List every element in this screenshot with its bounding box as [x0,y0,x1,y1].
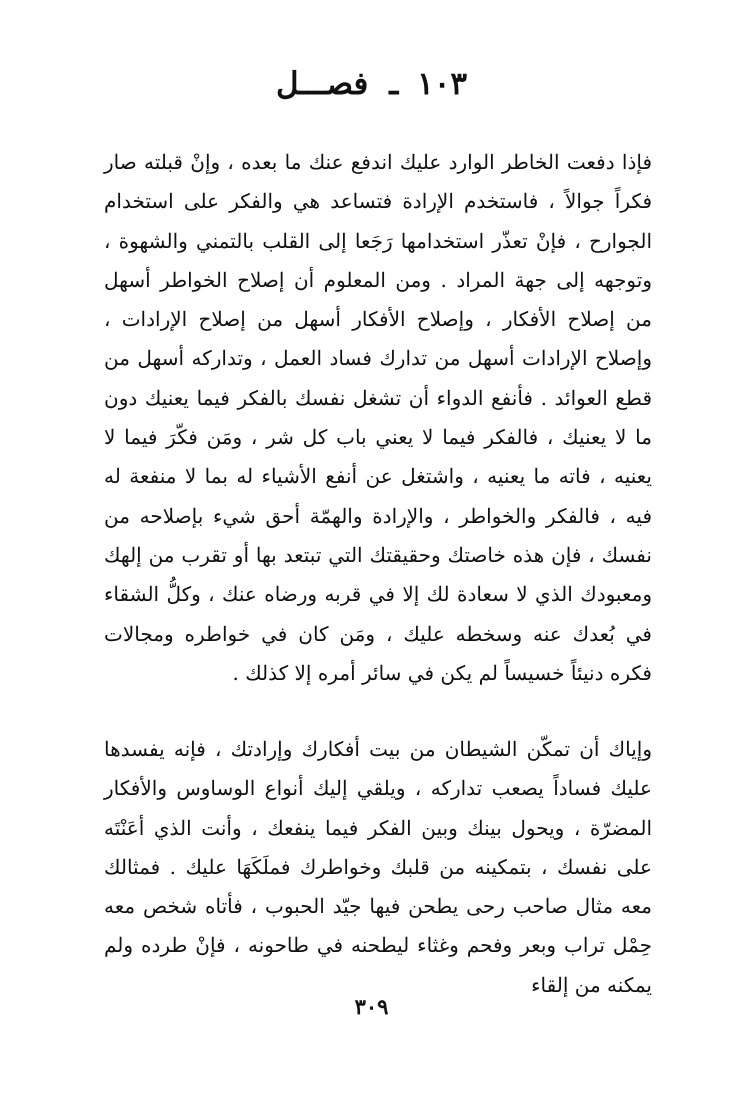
chapter-heading: فصـــل [275,66,369,102]
title-separator: ـ [389,66,399,102]
body-paragraph-2: وإياك أن تمكّن الشيطان من بيت أفكارك وإرادتك ، فإنه يفسدها عليك فساداً يصعب تداركه ، ويلقي إليك أنواع الوساوس والأفكار المضرّة ، ويحول بينك وبين الفكر فيما ينفعك ، وأنت الذي أعَنْتَه على نفسك ، بتمكينه من قلبك وخواطرك فملَكَهَا عليك . فمثالك معه مثال صاحب رحى يطحن فيها جيّد الحبوب ، فأتاه شخص معه حِمْل تراب وبعر وفحم وغثاء ليطحنه في طاحونه ، فإنْ طرده ولم يمكنه من إلقاء [104,737,652,997]
chapter-title [0,62,743,106]
body-paragraph-1: فإذا دفعت الخاطر الوارد عليك اندفع عنك ما بعده ، وإنْ قبلته صار فكراً جوالاً ، فاستخدم الإرادة فتساعد هي والفكر على استخدام الجوارح ، فإنْ تعذّر استخدامها رَجَعا إلى القلب بالتمني والشهوة ، وتوجهه إلى جهة المراد . ومن المعلوم أن إصلاح الخواطر أسهل من إصلاح الأفكار ، وإصلاح الأفكار أسهل من إصلاح الإرادات ، وإصلاح الإرادات أسهل من تدارك فساد العمل ، وتداركه أسهل من قطع العوائد . فأنفع الدواء أن تشغل نفسك بالفكر فيما يعنيك دون ما لا يعنيك ، فالفكر فيما لا يعني باب كل شر ، ومَن فكّرَ فيما لا يعنيه ، فاته ما يعنيه ، واشتغل عن أنفع الأشياء له بما لا منفعة له فيه ، فالفكر والخواطر ، والإرادة والهمّة أحق شيء بإصلاحه من نفسك ، فإن هذه خاصتك وحقيقتك التي تبتعد بها أو تقرب من إلهك ومعبودك الذي لا سعادة لك إلا في قربه ورضاه عنك ، وكلُّ الشقاء في بُعدك عنه وسخطه عليك ، ومَن كان في خواطره ومجالات فكره دنيئاً خسيساً لم يكن في سائر أمره إلا كذلك . [104,150,652,685]
page-number: ٣٠٩ [354,994,389,1019]
chapter-number: ١٠٣ [417,66,468,102]
